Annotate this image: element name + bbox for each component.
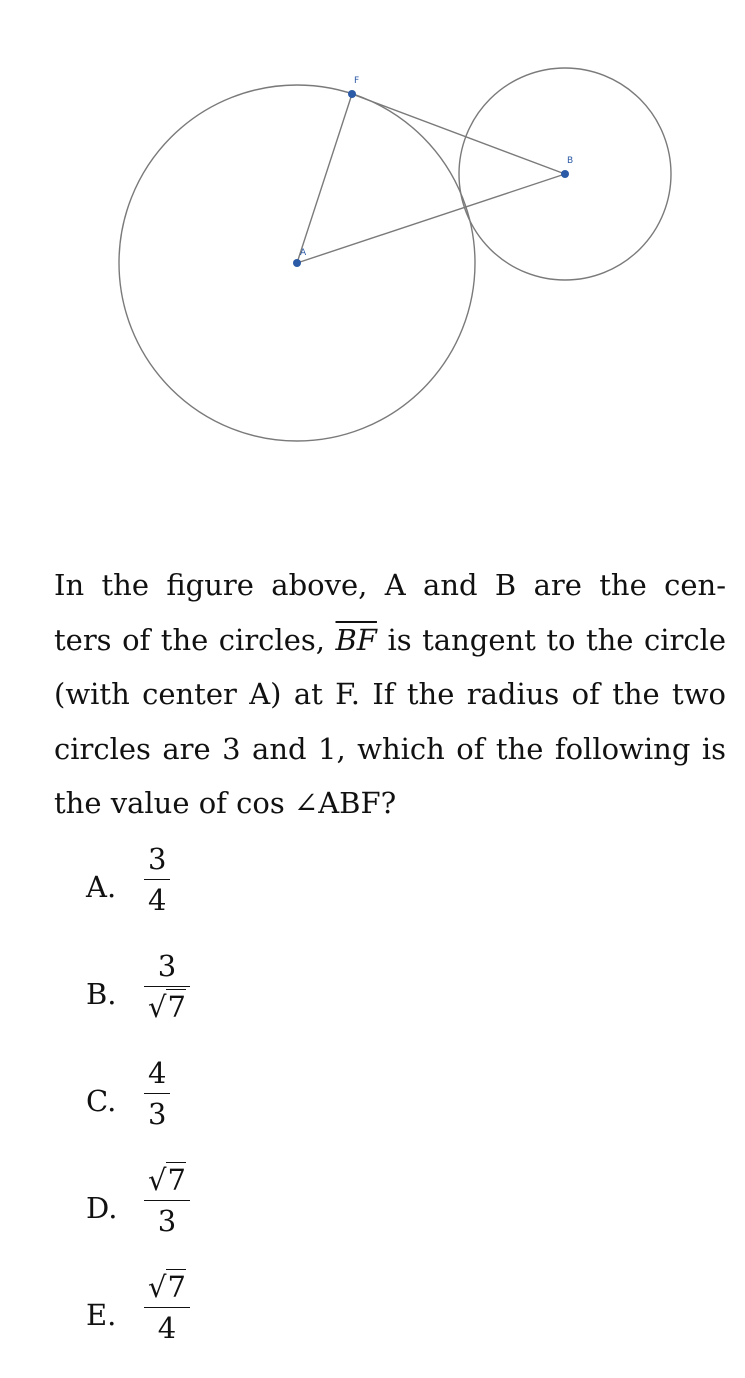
point-b-label: B (567, 156, 574, 166)
choice-c-letter: C. (86, 1084, 117, 1118)
point-a (293, 259, 301, 267)
question-line-4: circles are 3 and 1, which of the following is (54, 731, 726, 766)
question-text (54, 558, 726, 831)
choice-b-denominator (144, 988, 190, 1026)
choice-d-numerator (144, 1161, 190, 1199)
choice-b-fraction (144, 947, 190, 1026)
point-b (561, 170, 569, 178)
segment-af (297, 94, 352, 263)
answer-choices (86, 840, 386, 1375)
choice-c-numerator: 4 (148, 1056, 167, 1090)
question-line-2 (54, 613, 726, 668)
choice-d-fraction (144, 1161, 190, 1240)
point-f-label: F (354, 76, 360, 86)
choice-a[interactable] (86, 840, 386, 947)
choice-b-numerator: 3 (157, 949, 177, 983)
choice-e-fraction (144, 1268, 190, 1347)
radicand: 7 (167, 1270, 186, 1304)
question-line-5: the value of cos ∠ABF? (54, 786, 397, 820)
choice-c[interactable] (86, 1054, 386, 1161)
choice-a-letter: A. (86, 870, 117, 904)
question-line-1: In the figure above, A and B are the cen- (54, 568, 726, 602)
choice-c-fraction (144, 1054, 170, 1133)
question-line-3: (with center A) at F. If the radius of the two (54, 677, 726, 711)
choice-d[interactable] (86, 1161, 386, 1268)
choice-e-letter: E. (86, 1298, 117, 1332)
choice-e[interactable] (86, 1268, 386, 1375)
figure-canvas (0, 0, 745, 470)
segment-bf-label: $\overline{BF}$ (335, 622, 377, 657)
choice-d-letter: D. (86, 1191, 118, 1225)
choice-a-fraction (144, 840, 170, 919)
segment-bf (352, 94, 565, 174)
choice-a-denominator: 4 (148, 883, 167, 917)
sqrt-expression: √7 (148, 990, 186, 1024)
sqrt-expression: √7 (148, 1163, 186, 1197)
segment-ab (297, 174, 565, 263)
choice-e-denominator: 4 (157, 1311, 177, 1345)
sqrt-expression: √7 (148, 1270, 186, 1304)
question-line-2-prefix: ters of the circles, (54, 622, 325, 657)
question-line-2-suffix: is tangent to the circle (387, 622, 727, 657)
choice-b-letter: B. (86, 977, 117, 1011)
point-f (348, 90, 356, 98)
choice-a-numerator: 3 (148, 842, 167, 876)
fraction-bar (144, 1307, 190, 1308)
radicand: 7 (167, 990, 186, 1024)
choice-d-denominator: 3 (157, 1204, 177, 1238)
choice-c-denominator: 3 (148, 1097, 167, 1131)
fraction-bar (144, 1200, 190, 1201)
radicand: 7 (167, 1163, 186, 1197)
fraction-bar (144, 986, 190, 987)
choice-b[interactable] (86, 947, 386, 1054)
fraction-bar (144, 1093, 170, 1094)
fraction-bar (144, 879, 170, 880)
point-a-label: A (300, 248, 307, 258)
choice-e-numerator (144, 1268, 190, 1306)
geometry-figure (0, 0, 745, 470)
